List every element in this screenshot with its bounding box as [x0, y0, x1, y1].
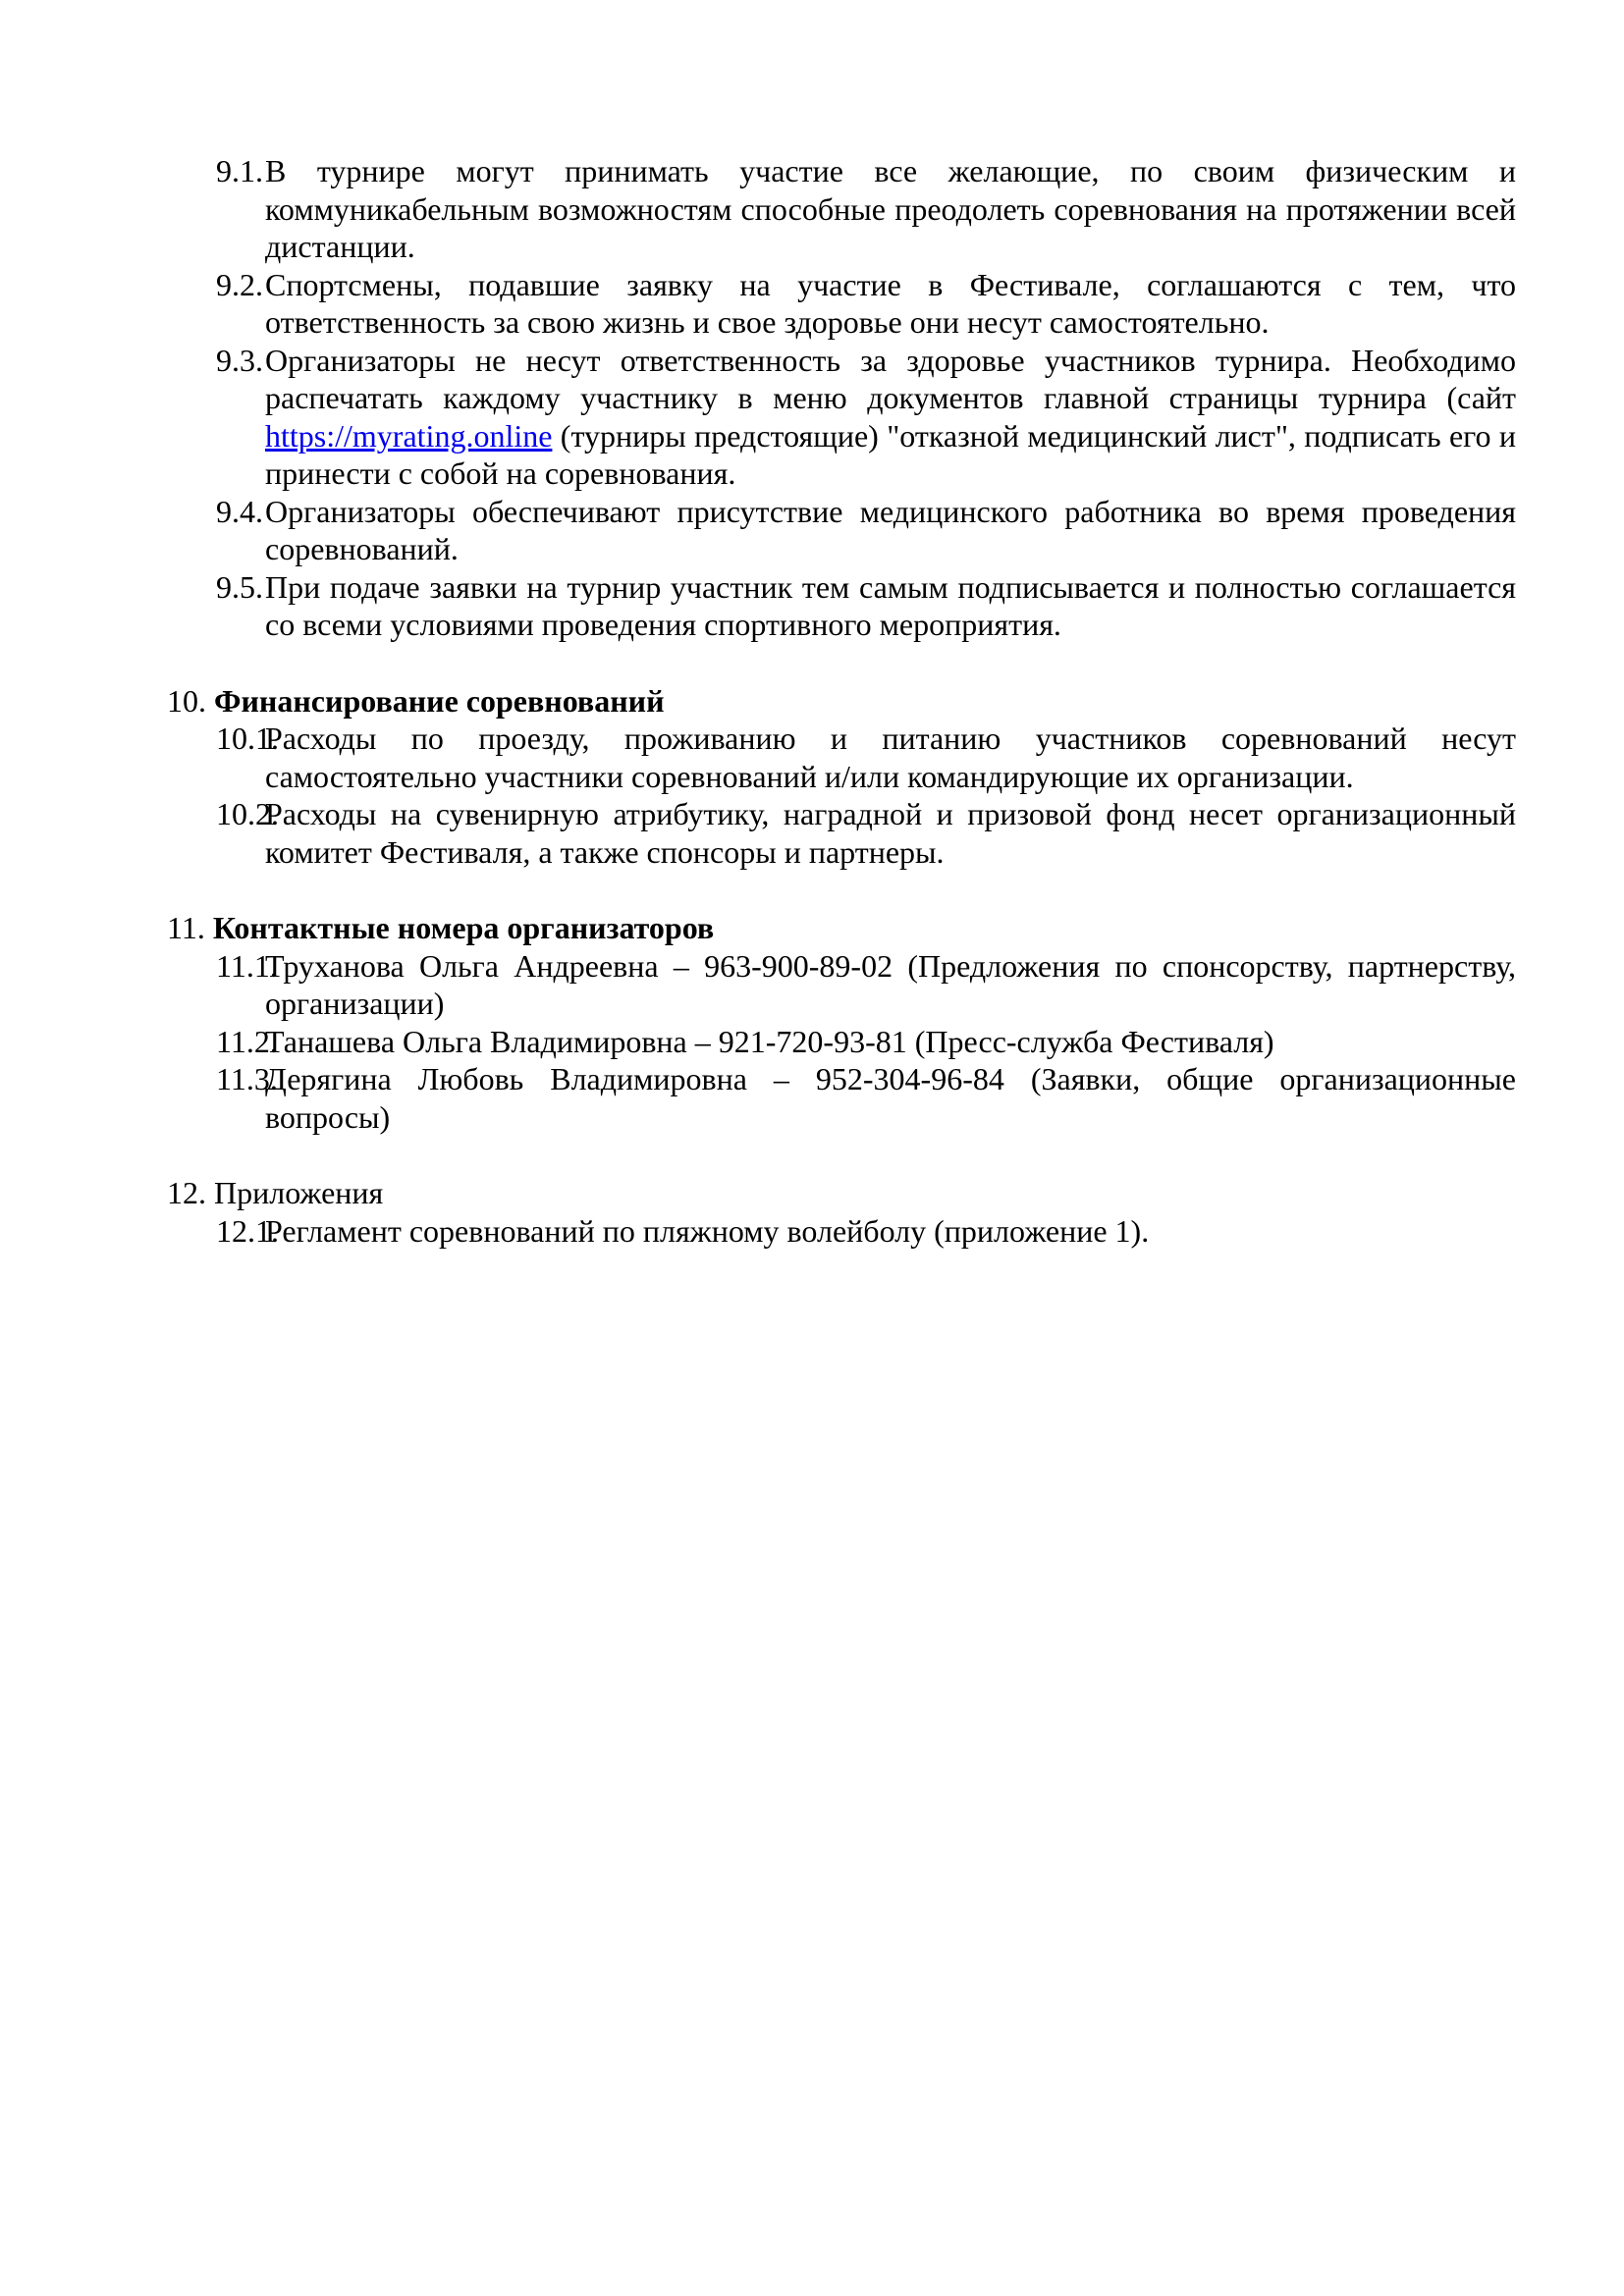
section-title: Финансирование соревнований: [214, 682, 665, 719]
item-number: 12.1.: [216, 1212, 279, 1249]
section-12-heading: [167, 1174, 1516, 1212]
section-number: 10.: [167, 682, 206, 719]
item-text-before-link: Организаторы не несут ответственность за здоровье участников турнира. Необходимо распечатать каждому участнику в меню документов главной страницы турнира (сайт: [265, 342, 1516, 415]
item-text: Дерягина Любовь Владимировна – 952-304-96-84 (Заявки, общие организационные вопросы): [265, 1061, 1516, 1135]
item-number: 9.1.: [216, 153, 263, 188]
item-9-3: [167, 342, 1516, 493]
section-11-heading: [167, 909, 1516, 947]
item-10-2: [167, 795, 1516, 871]
item-text: [265, 343, 1516, 492]
section-10-heading: [167, 682, 1516, 721]
item-9-1: [167, 152, 1516, 266]
document-body: [167, 152, 1516, 1250]
item-text: Расходы по проезду, проживанию и питанию участников соревнований несут самостоятельно участники соревнований и/или командирующие их организации.: [265, 721, 1516, 794]
spacer: [167, 644, 1516, 682]
item-text: Труханова Ольга Андреевна – 963-900-89-02 (Предложения по спонсорству, партнерству, организации): [265, 947, 1516, 1021]
item-text: В турнире могут принимать участие все желающие, по своим физическим и коммуникабельным возможностям способные преодолеть соревнования на протяжении всей дистанции.: [265, 153, 1516, 264]
item-text: При подаче заявки на турнир участник тем самым подписывается и полностью соглашается со всеми условиями проведения спортивного мероприятия.: [265, 568, 1516, 642]
section-number: 12.: [167, 1175, 206, 1210]
item-11-2: [167, 1023, 1516, 1061]
item-12-1: [167, 1212, 1516, 1251]
item-number: 9.4.: [216, 493, 263, 529]
item-text: Расходы на сувенирную атрибутику, наградной и призовой фонд несет организационный комитет Фестиваля, а также спонсоры и партнеры.: [265, 796, 1516, 870]
item-number: 11.3.: [216, 1061, 278, 1096]
item-9-4: [167, 493, 1516, 568]
item-text: Организаторы обеспечивают присутствие медицинского работника во время проведения соревнований.: [265, 493, 1516, 566]
item-text: Регламент соревнований по пляжному волейболу (приложение 1).: [265, 1212, 1150, 1249]
item-number: 9.3.: [216, 342, 263, 378]
item-text-after-link: (турниры предстоящие) "отказной медицинский лист", подписать его и принести с собой на соревнования.: [265, 417, 1516, 491]
item-text: Танашева Ольга Владимировна – 921-720-93-81 (Пресс-служба Фестиваля): [265, 1023, 1274, 1059]
spacer: [167, 1136, 1516, 1174]
item-number: 10.1.: [216, 721, 279, 756]
item-number: 11.2.: [216, 1023, 278, 1059]
section-title: Контактные номера организаторов: [212, 910, 715, 945]
item-9-2: [167, 266, 1516, 342]
item-number: 9.5.: [216, 568, 263, 605]
item-10-1: [167, 720, 1516, 795]
item-text: Спортсмены, подавшие заявку на участие в Фестивале, соглашаются с тем, что ответственность за свою жизнь и свое здоровье они несут самостоятельно.: [265, 266, 1516, 340]
item-number: 9.2.: [216, 266, 263, 302]
item-number: 10.2.: [216, 796, 279, 831]
section-title: Приложения: [214, 1175, 384, 1210]
item-11-1: [167, 947, 1516, 1023]
item-9-5: [167, 568, 1516, 644]
item-number: 11.1.: [216, 947, 278, 984]
myrating-link[interactable]: https://myrating.online: [265, 417, 553, 454]
spacer: [167, 871, 1516, 909]
item-11-3: [167, 1060, 1516, 1136]
section-number: 11.: [167, 910, 205, 945]
